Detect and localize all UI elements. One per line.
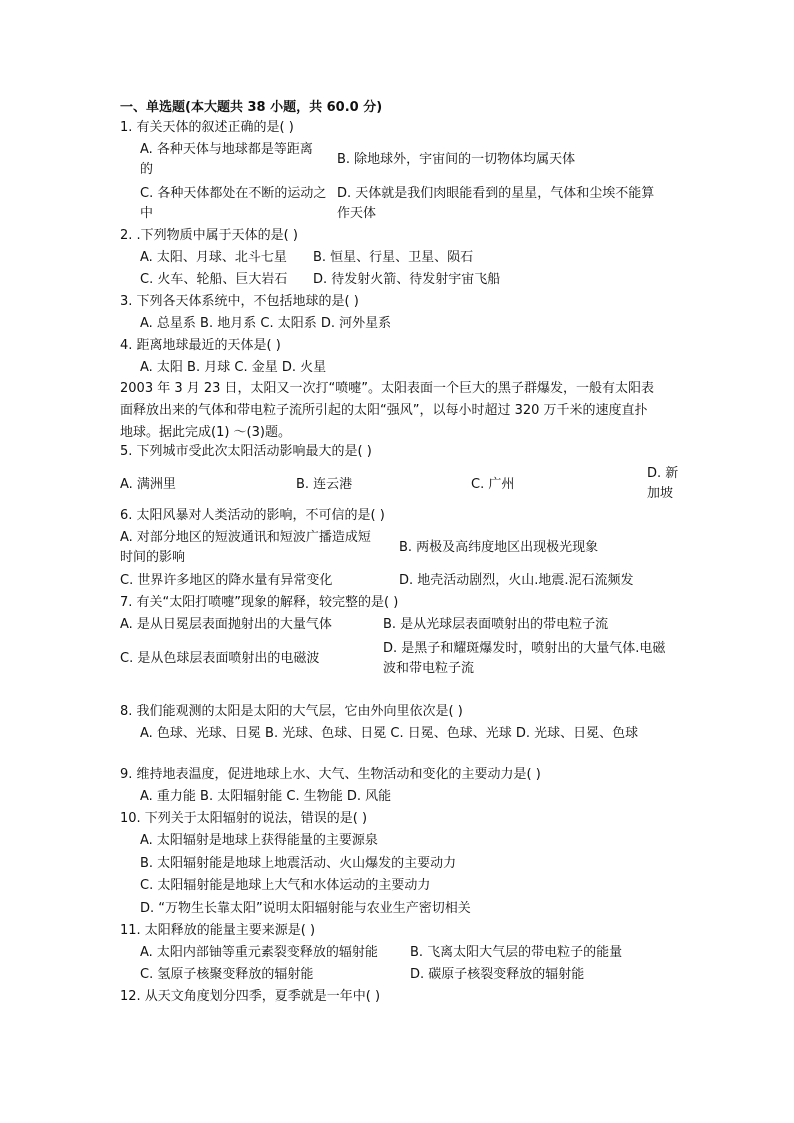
q3-options: A. 总星系 B. 地月系 C. 太阳系 D. 河外星系: [140, 316, 392, 331]
question-1-stem: 1. 有关天体的叙述正确的是( ): [120, 120, 294, 135]
q6-option-a: A. 对部分地区的短波通讯和短波广播造成短: [120, 530, 371, 545]
q9-options: A. 重力能 B. 太阳辐射能 C. 生物能 D. 风能: [140, 789, 392, 804]
q11-option-a: A. 太阳内部铀等重元素裂变释放的辐射能: [140, 945, 378, 960]
q5-option-a: A. 满洲里: [120, 477, 176, 492]
q1-option-b: B. 除地球外，宇宙间的一切物体均属天体: [337, 152, 576, 167]
q7-option-b: B. 是从光球层表面喷射出的带电粒子流: [383, 617, 609, 632]
q8-options: A. 色球、光球、日冕 B. 光球、色球、日冕 C. 日冕、色球、光球 D. 光球、日冕、色球: [140, 726, 639, 741]
q1-option-a-cont: 的: [140, 162, 154, 177]
q5-option-d: D. 新: [647, 466, 679, 481]
question-7-stem: 7. 有关“太阳打喷嚏”现象的解释，较完整的是( ): [120, 595, 399, 610]
passage-line-1: 2003 年 3 月 23 日，太阳又一次打“喷嚏”。太阳表面一个巨大的黑子群爆发，一般有太阳表: [120, 381, 655, 396]
q1-option-d-cont: 作天体: [337, 206, 377, 221]
q6-option-b: B. 两极及高纬度地区出现极光现象: [399, 540, 599, 555]
question-12-stem: 12. 从天文角度划分四季，夏季就是一年中( ): [120, 989, 381, 1004]
q6-option-c: C. 世界许多地区的降水量有异常变化: [120, 573, 333, 588]
q6-option-a-cont: 时间的影响: [120, 550, 186, 565]
question-4-stem: 4. 距离地球最近的天体是( ): [120, 338, 281, 353]
q7-option-a: A. 是从日冕层表面抛射出的大量气体: [120, 617, 332, 632]
question-6-stem: 6. 太阳风暴对人类活动的影响，不可信的是( ): [120, 508, 385, 523]
question-10-stem: 10. 下列关于太阳辐射的说法，错误的是( ): [120, 811, 368, 826]
q5-option-d-cont: 加坡: [647, 486, 674, 501]
q10-option-b: B. 太阳辐射能是地球上地震活动、火山爆发的主要动力: [140, 856, 457, 871]
q10-option-c: C. 太阳辐射能是地球上大气和水体运动的主要动力: [140, 878, 431, 893]
q2-option-c: C. 火车、轮船、巨大岩石: [140, 272, 288, 287]
q10-option-a: A. 太阳辐射是地球上获得能量的主要源泉: [140, 833, 378, 848]
question-8-stem: 8. 我们能观测的太阳是太阳的大气层，它由外向里依次是( ): [120, 704, 463, 719]
q7-option-d-cont: 波和带电粒子流: [383, 661, 475, 676]
question-11-stem: 11. 太阳释放的能量主要来源是( ): [120, 923, 316, 938]
q7-option-c: C. 是从色球层表面喷射出的电磁波: [120, 651, 320, 666]
q2-option-b: B. 恒星、行星、卫星、陨石: [313, 250, 474, 265]
question-2-stem: 2. .下列物质中属于天体的是( ): [120, 228, 298, 243]
question-3-stem: 3. 下列各天体系统中，不包括地球的是( ): [120, 294, 359, 309]
q1-option-a: A. 各种天体与地球都是等距离: [140, 142, 313, 157]
q2-option-a: A. 太阳、月球、北斗七星: [140, 250, 287, 265]
q11-option-b: B. 飞离太阳大气层的带电粒子的能量: [410, 945, 623, 960]
q2-option-d: D. 待发射火箭、待发射宇宙飞船: [313, 272, 501, 287]
passage-line-3: 地球。据此完成(1) ～(3)题。: [120, 425, 291, 440]
section-heading: 一、单选题(本大题共 38 小题，共 60.0 分): [120, 100, 383, 115]
question-5-stem: 5. 下列城市受此次太阳活动影响最大的是( ): [120, 444, 372, 459]
q5-option-b: B. 连云港: [296, 477, 353, 492]
q5-option-c: C. 广州: [471, 477, 515, 492]
q7-option-d: D. 是黑子和耀斑爆发时，喷射出的大量气体.电磁: [383, 641, 666, 656]
q11-option-d: D. 碳原子核裂变释放的辐射能: [410, 967, 585, 982]
q1-option-c: C. 各种天体都处在不断的运动之: [140, 186, 327, 201]
passage-line-2: 面释放出来的气体和带电粒子流所引起的太阳“强风”，以每小时超过 320 万千米的速度直扑: [120, 403, 648, 418]
q1-option-c-cont: 中: [140, 206, 154, 221]
q10-option-d: D. “万物生长靠太阳”说明太阳辐射能与农业生产密切相关: [140, 901, 471, 916]
question-9-stem: 9. 维持地表温度，促进地球上水、大气、生物活动和变化的主要动力是( ): [120, 767, 541, 782]
q11-option-c: C. 氢原子核聚变释放的辐射能: [140, 967, 314, 982]
q1-option-d: D. 天体就是我们肉眼能看到的星星，气体和尘埃不能算: [337, 186, 655, 201]
q6-option-d: D. 地壳活动剧烈，火山.地震.泥石流频发: [399, 573, 634, 588]
q4-options: A. 太阳 B. 月球 C. 金星 D. 火星: [140, 360, 327, 375]
